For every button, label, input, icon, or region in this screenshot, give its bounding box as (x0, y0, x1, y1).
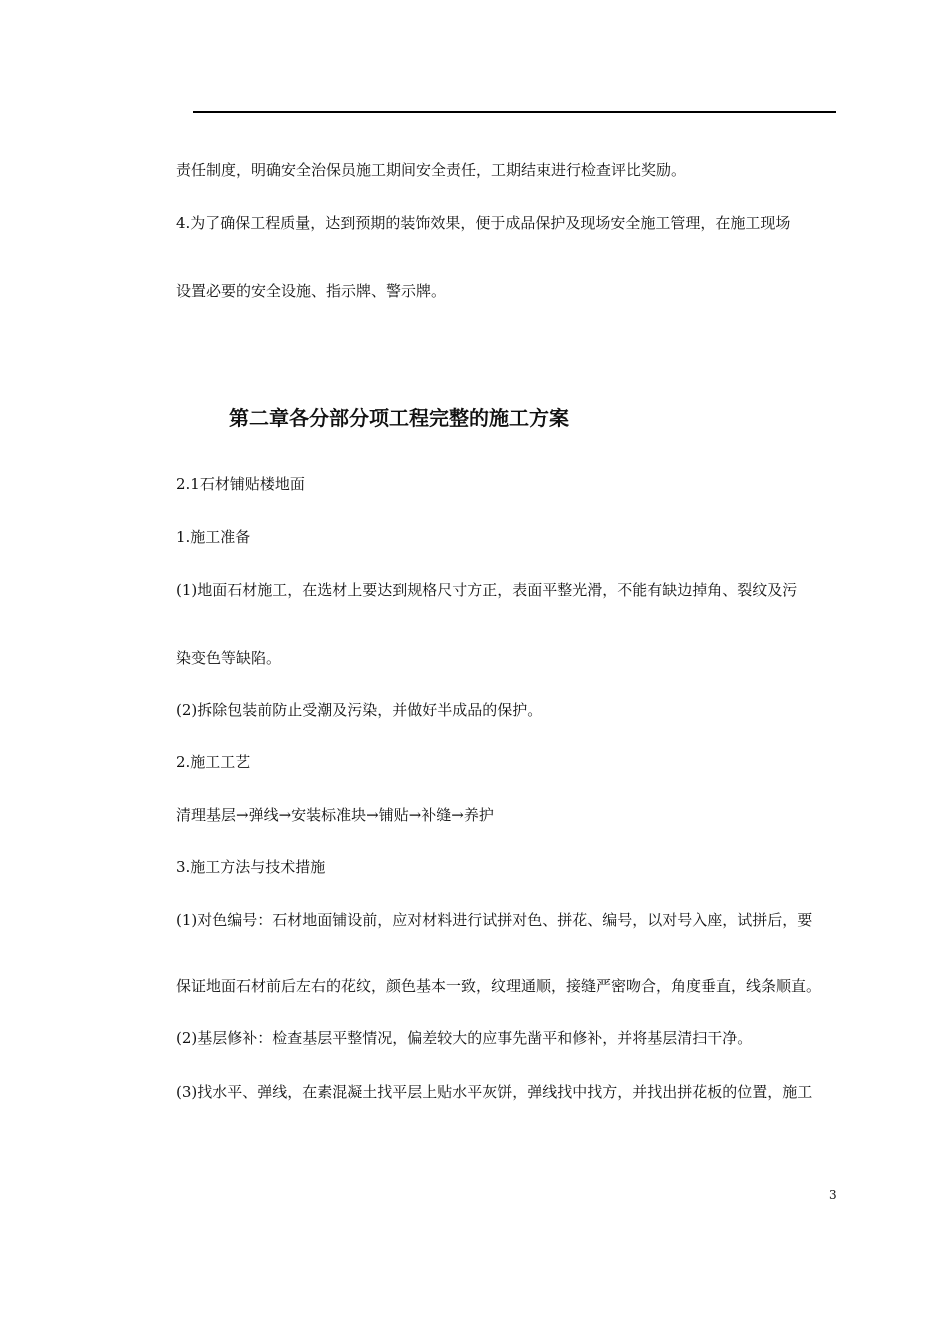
paragraph-line: 保证地面石材前后左右的花纹，颜色基本一致，纹理通顺，接缝严密吻合，角度垂直，线条顺直。 (176, 977, 822, 995)
process-flow: 清理基层→弹线→安装标准块→铺贴→补缝→养护 (176, 806, 494, 824)
paragraph-line: (3)找水平、弹线，在素混凝土找平层上贴水平灰饼，弹线找中找方，并找出拼花板的位置，施工 (176, 1083, 813, 1101)
subsection-title: 2.施工工艺 (176, 753, 251, 771)
paragraph-line: 4.为了确保工程质量，达到预期的装饰效果，便于成品保护及现场安全施工管理，在施工现场 (176, 214, 791, 232)
paragraph-line: 设置必要的安全设施、指示牌、警示牌。 (176, 282, 447, 300)
paragraph-line: 责任制度，明确安全治保员施工期间安全责任，工期结束进行检查评比奖励。 (176, 161, 687, 179)
paragraph-line: (2)基层修补：检查基层平整情况，偏差较大的应事先凿平和修补，并将基层清扫干净。 (176, 1029, 753, 1047)
paragraph-line: (1)地面石材施工，在选材上要达到规格尺寸方正，表面平整光滑，不能有缺边掉角、裂纹及污 (176, 581, 798, 599)
subsection-title: 1.施工准备 (176, 528, 251, 546)
paragraph-line: (2)拆除包装前防止受潮及污染，并做好半成品的保护。 (176, 701, 543, 719)
chapter-heading: 第二章各分部分项工程完整的施工方案 (229, 406, 569, 430)
paragraph-line: 染变色等缺陷。 (176, 649, 282, 667)
section-title: 2.1石材铺贴楼地面 (176, 475, 305, 493)
header-rule (193, 111, 836, 113)
page-number: 3 (829, 1188, 837, 1202)
subsection-title: 3.施工方法与技术措施 (176, 858, 326, 876)
paragraph-line: (1)对色编号：石材地面铺设前，应对材料进行试拼对色、拼花、编号，以对号入座，试拼后，要 (176, 911, 813, 929)
